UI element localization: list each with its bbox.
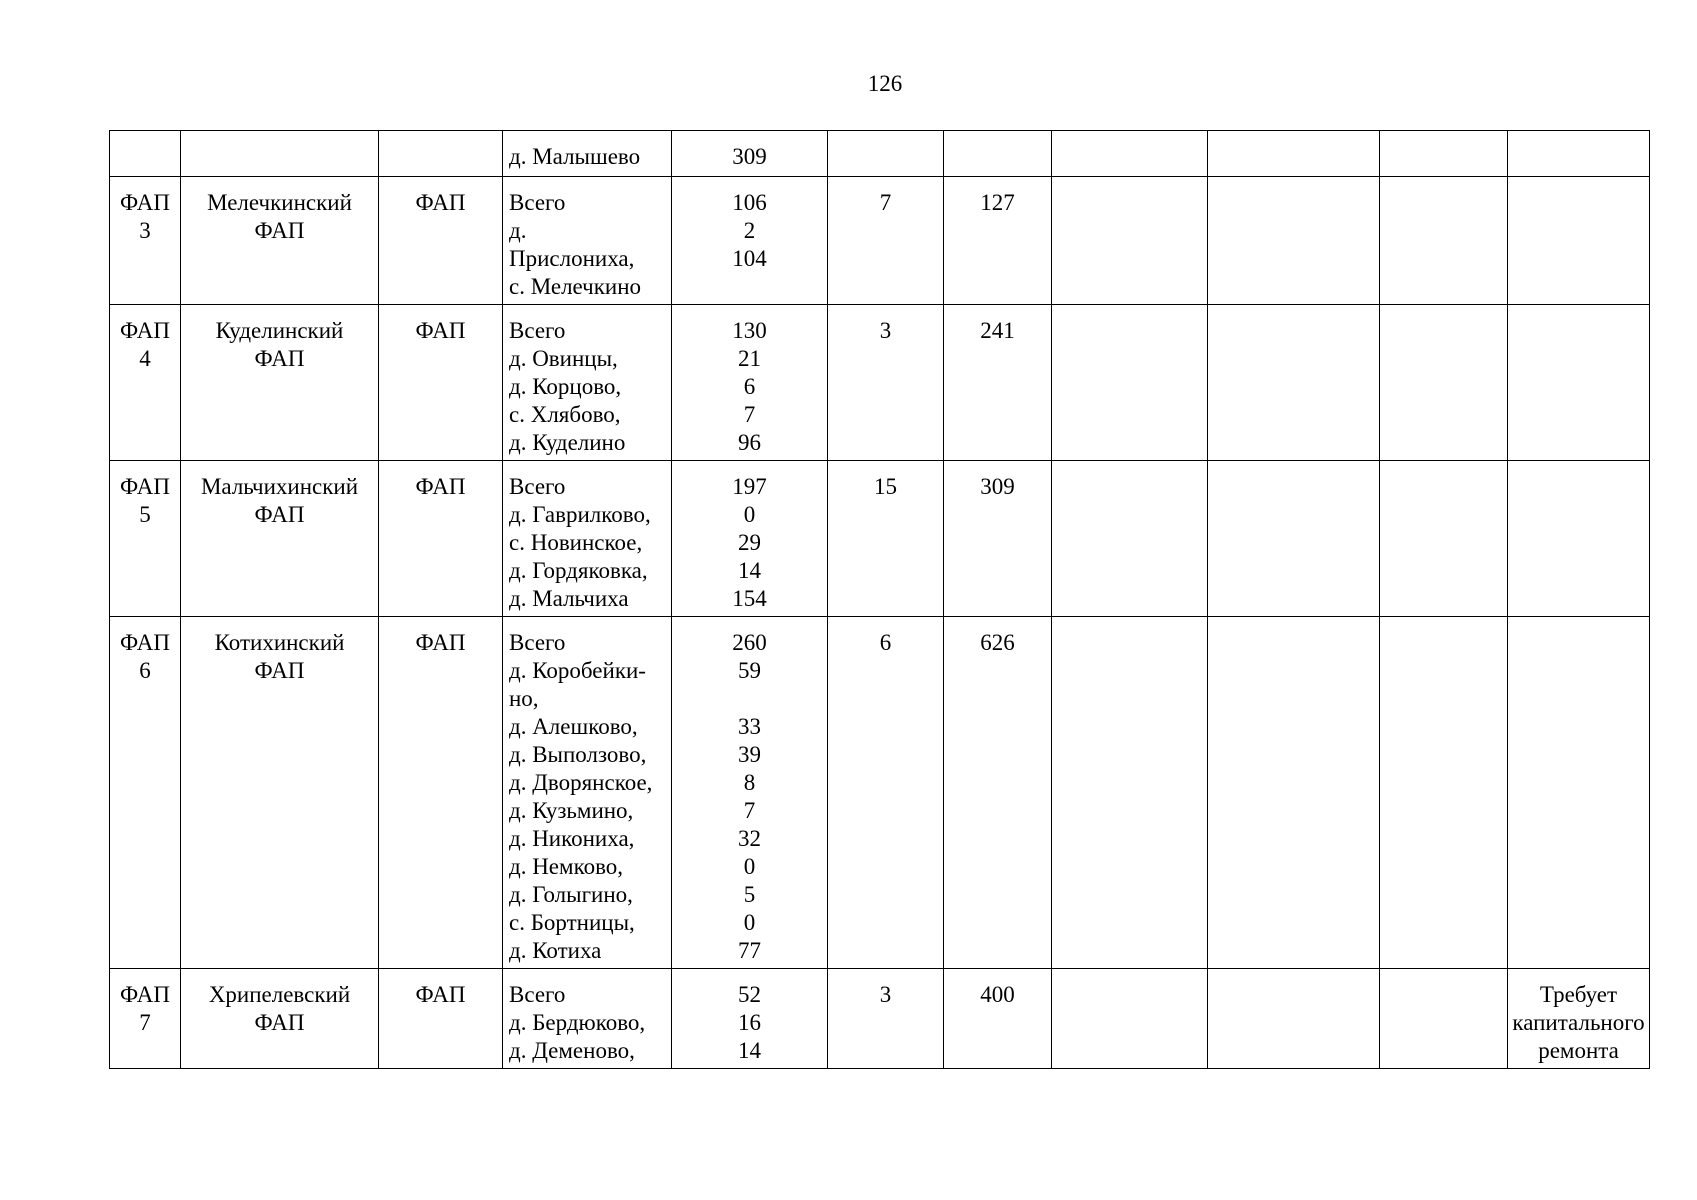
cell-line: 5: [139, 502, 151, 527]
type-cell: [379, 461, 503, 617]
col6-cell: [828, 617, 944, 969]
table-row: [110, 617, 1650, 969]
cell-line: ФАП: [254, 658, 305, 683]
col7-cell: [944, 617, 1052, 969]
cell-line: 8: [743, 770, 756, 795]
cell-line: с. Новинское,: [509, 530, 643, 555]
settlements-cell: [503, 177, 672, 305]
col8-cell: [1052, 461, 1208, 617]
settlements-cell: [503, 461, 672, 617]
note-cell: [1508, 131, 1650, 177]
col8-cell: [1052, 131, 1208, 177]
col9-cell: [1208, 177, 1380, 305]
cell-line: 0: [743, 910, 756, 935]
cell-line: 241: [980, 318, 1015, 343]
col10-cell: [1380, 177, 1508, 305]
cell-line: 7: [743, 798, 756, 823]
col8-cell: [1052, 617, 1208, 969]
cell-line: д. Гаврилково,: [509, 502, 651, 527]
cell-line: 626: [980, 630, 1015, 655]
settlements-cell: [503, 131, 672, 177]
col7-cell: [944, 969, 1052, 1069]
cell-line: 104: [732, 246, 767, 271]
note-cell: [1508, 617, 1650, 969]
cell-line: 0: [743, 502, 756, 527]
cell-line: 33: [738, 714, 761, 739]
col9-cell: [1208, 131, 1380, 177]
col6-cell: [828, 969, 944, 1069]
cell-line: Всего: [509, 982, 566, 1007]
cell-line: 154: [732, 586, 767, 611]
cell-line: ФАП: [254, 346, 305, 371]
note-cell: [1508, 969, 1650, 1069]
note-cell: [1508, 461, 1650, 617]
population-cell: [672, 305, 828, 461]
cell-line: д. Куделино: [509, 430, 626, 455]
cell-line: д. Алешково,: [509, 714, 638, 739]
type-cell: [379, 177, 503, 305]
facility-table: [109, 130, 1650, 1069]
cell-line: 3: [879, 318, 892, 343]
col10-cell: [1380, 305, 1508, 461]
population-cell: [672, 177, 828, 305]
cell-line: ФАП: [120, 474, 170, 499]
name-cell: [181, 617, 379, 969]
col10-cell: [1380, 131, 1508, 177]
cell-line: 6: [139, 658, 151, 683]
cell-line: ФАП: [254, 1010, 305, 1035]
col6-cell: [828, 177, 944, 305]
cell-line: 3: [139, 218, 151, 243]
cell-line: ФАП: [415, 474, 466, 499]
cell-line: д. Котиха: [509, 938, 602, 963]
cell-line: 260: [732, 630, 767, 655]
col9-cell: [1208, 305, 1380, 461]
name-cell: [181, 461, 379, 617]
cell-line: ФАП: [415, 630, 466, 655]
cell-line: 7: [879, 190, 892, 215]
cell-line: ремонта: [1538, 1038, 1619, 1063]
cell-line: Всего: [509, 318, 566, 343]
cell-line: 106: [732, 190, 767, 215]
cell-line: ФАП: [120, 318, 170, 343]
cell-line: 197: [732, 474, 767, 499]
cell-line: д. Выползово,: [509, 742, 647, 767]
population-cell: [672, 461, 828, 617]
note-cell: [1508, 305, 1650, 461]
cell-line: 0: [743, 854, 756, 879]
col6-cell: [828, 305, 944, 461]
cell-line: 52: [738, 982, 761, 1007]
cell-line: 3: [879, 982, 892, 1007]
cell-line: 77: [738, 938, 761, 963]
cell-line: 29: [738, 530, 761, 555]
cell-line: д. Дворянское,: [509, 770, 653, 795]
cell-line: с. Мелечкино: [509, 274, 642, 299]
name-cell: [181, 131, 379, 177]
code-cell: [110, 177, 181, 305]
population-cell: [672, 131, 828, 177]
col8-cell: [1052, 177, 1208, 305]
cell-line: Всего: [509, 190, 566, 215]
cell-line: 400: [980, 982, 1015, 1007]
cell-line: но,: [509, 686, 539, 711]
page-number: 126: [867, 71, 903, 96]
cell-line: ФАП: [415, 982, 466, 1007]
cell-line: 2: [743, 218, 756, 243]
cell-line: 16: [738, 1010, 761, 1035]
cell-line: Хрипелевский: [208, 982, 351, 1007]
cell-line: 7: [139, 1010, 151, 1035]
cell-line: д. Никониха,: [509, 826, 635, 851]
cell-line: д. Корцово,: [509, 374, 622, 399]
cell-line: 6: [879, 630, 892, 655]
cell-line: с. Хлябово,: [509, 402, 621, 427]
cell-line: 96: [738, 430, 761, 455]
type-cell: [379, 131, 503, 177]
population-cell: [672, 617, 828, 969]
cell-line: 4: [139, 346, 151, 371]
cell-line: 5: [743, 882, 756, 907]
table-row: [110, 461, 1650, 617]
col8-cell: [1052, 969, 1208, 1069]
col6-cell: [828, 461, 944, 617]
cell-line: Всего: [509, 630, 566, 655]
name-cell: [181, 177, 379, 305]
settlements-cell: [503, 617, 672, 969]
cell-line: 6: [743, 374, 756, 399]
cell-line: Требует: [1539, 982, 1618, 1007]
col9-cell: [1208, 617, 1380, 969]
col9-cell: [1208, 461, 1380, 617]
col6-cell: [828, 131, 944, 177]
cell-line: 15: [874, 474, 897, 499]
code-cell: [110, 461, 181, 617]
table-row: [110, 305, 1650, 461]
table-body: [110, 131, 1650, 1069]
cell-line: д. Мальчиха: [509, 586, 629, 611]
cell-line: 14: [738, 1038, 761, 1063]
col10-cell: [1380, 969, 1508, 1069]
cell-line: д. Деменово,: [509, 1038, 635, 1063]
col9-cell: [1208, 969, 1380, 1069]
type-cell: [379, 969, 503, 1069]
cell-line: д.: [509, 218, 527, 243]
code-cell: [110, 131, 181, 177]
cell-line: ФАП: [120, 982, 170, 1007]
cell-line: Мелечкинский: [207, 190, 352, 215]
cell-line: [674, 685, 825, 713]
col7-cell: [944, 177, 1052, 305]
cell-line: Прислониха,: [509, 246, 635, 271]
code-cell: [110, 969, 181, 1069]
col8-cell: [1052, 305, 1208, 461]
col7-cell: [944, 305, 1052, 461]
cell-line: 32: [738, 826, 761, 851]
cell-line: 309: [980, 474, 1015, 499]
cell-line: Мальчихинский: [200, 474, 359, 499]
cell-line: с. Бортницы,: [509, 910, 635, 935]
cell-line: д. Коробейки-: [509, 658, 646, 683]
cell-line: ФАП: [254, 218, 305, 243]
name-cell: [181, 969, 379, 1069]
cell-line: 14: [738, 558, 761, 583]
cell-line: д. Бердюково,: [509, 1010, 646, 1035]
cell-line: д. Голыгино,: [509, 882, 633, 907]
cell-line: ФАП: [415, 318, 466, 343]
cell-line: Куделинский: [215, 318, 344, 343]
col7-cell: [944, 131, 1052, 177]
cell-line: д. Кузьмино,: [509, 798, 634, 823]
cell-line: 59: [738, 658, 761, 683]
cell-line: 130: [732, 318, 767, 343]
population-cell: [672, 969, 828, 1069]
name-cell: [181, 305, 379, 461]
col10-cell: [1380, 617, 1508, 969]
cell-line: ФАП: [120, 190, 170, 215]
table-row: [110, 177, 1650, 305]
table-row: [110, 131, 1650, 177]
cell-line: ФАП: [120, 630, 170, 655]
type-cell: [379, 305, 503, 461]
cell-line: Котихинский: [214, 630, 345, 655]
cell-line: ФАП: [415, 190, 466, 215]
cell-line: 309: [732, 144, 767, 169]
cell-line: 39: [738, 742, 761, 767]
table-row: [110, 969, 1650, 1069]
cell-line: д. Немково,: [509, 854, 624, 879]
cell-line: ФАП: [254, 502, 305, 527]
col10-cell: [1380, 461, 1508, 617]
settlements-cell: [503, 305, 672, 461]
code-cell: [110, 617, 181, 969]
note-cell: [1508, 177, 1650, 305]
cell-line: д. Малышево: [509, 144, 641, 169]
cell-line: д. Овинцы,: [509, 346, 618, 371]
code-cell: [110, 305, 181, 461]
col7-cell: [944, 461, 1052, 617]
cell-line: 127: [980, 190, 1015, 215]
type-cell: [379, 617, 503, 969]
cell-line: Всего: [509, 474, 566, 499]
cell-line: 7: [743, 402, 756, 427]
cell-line: 21: [738, 346, 761, 371]
settlements-cell: [503, 969, 672, 1069]
cell-line: капитального: [1512, 1010, 1645, 1035]
cell-line: д. Гордяковка,: [509, 558, 648, 583]
